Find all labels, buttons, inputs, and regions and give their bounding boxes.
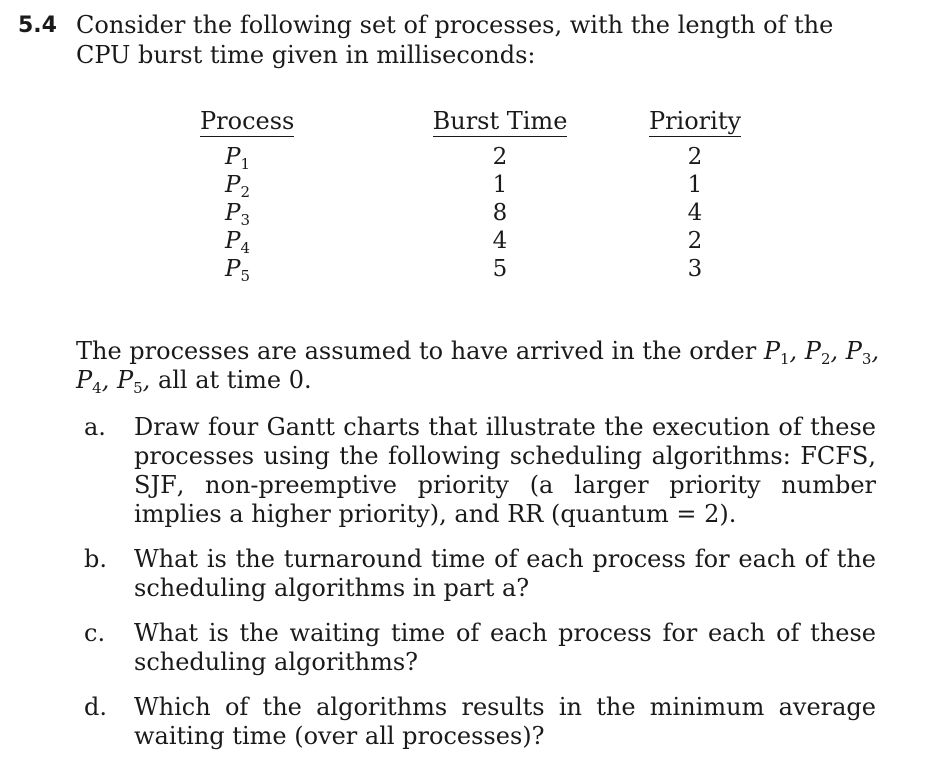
part-text: Draw four Gantt charts that illustrate the execution of these processes using the following scheduling algorithms: FCFS, SJF, non-preemptive priority (a larger priority number implies a higher priority), and RR (quantum = 2). xyxy=(134,413,876,528)
header-process-label: Process xyxy=(200,107,295,135)
priority-cell: 4 xyxy=(687,200,703,226)
part-text: Which of the algorithms results in the minimum average waiting time (over all processes)? xyxy=(134,693,876,750)
part-letter: c. xyxy=(84,619,106,647)
process-cell xyxy=(200,143,400,171)
intro-text-b: burst time given in milliseconds: xyxy=(130,41,536,69)
part-letter: d. xyxy=(84,693,107,721)
burst-cell: 4 xyxy=(492,228,508,254)
problem-number: 5.4 xyxy=(18,13,57,38)
process-cell xyxy=(200,227,400,255)
priority-cell: 1 xyxy=(687,172,703,198)
burst-cell: 5 xyxy=(492,256,508,282)
part-item xyxy=(76,693,896,751)
part-letter: a. xyxy=(84,413,106,441)
process-cell xyxy=(200,171,400,199)
process-subscript: 2 xyxy=(240,183,251,201)
process-name: P xyxy=(225,144,241,170)
problem-header xyxy=(18,10,918,70)
process-cell xyxy=(200,255,400,283)
intro-text-a: Consider the following set of processes, with the length of the xyxy=(76,11,834,39)
table-row xyxy=(200,199,790,227)
process-subscript: 1 xyxy=(240,155,251,173)
table-row xyxy=(200,227,790,255)
part-letter: b. xyxy=(84,545,107,573)
burst-cell: 1 xyxy=(492,172,508,198)
table-row xyxy=(200,255,790,283)
arrival-text-b: all at time 0. xyxy=(157,366,312,394)
arrival-order: $P_1$, $P_2$, $P_3$, $P_4$, $P_5$, xyxy=(76,337,880,397)
intro-cpu: CPU xyxy=(76,41,131,69)
process-name: P xyxy=(225,172,241,198)
priority-cell: 2 xyxy=(687,144,703,170)
problem-block xyxy=(18,10,918,70)
part-text: What is the waiting time of each process for each of these scheduling algorithms? xyxy=(134,619,876,676)
header-priority xyxy=(600,107,790,143)
problem-intro xyxy=(76,10,876,70)
process-subscript: 4 xyxy=(240,239,251,257)
header-burst-time xyxy=(400,107,600,143)
arrival-paragraph xyxy=(76,337,896,395)
burst-cell: 8 xyxy=(492,200,508,226)
process-name: P xyxy=(225,256,241,282)
process-subscript: 3 xyxy=(240,211,251,229)
process-name: P xyxy=(225,200,241,226)
arrival-text-a: The processes are assumed to have arrived in the order xyxy=(76,337,764,365)
priority-cell: 3 xyxy=(687,256,703,282)
table-row xyxy=(200,143,790,171)
process-name: P xyxy=(225,228,241,254)
process-table xyxy=(200,107,790,283)
part-item xyxy=(76,413,896,529)
header-burst-label: Burst Time xyxy=(432,107,568,135)
process-subscript: 5 xyxy=(240,267,251,285)
header-process xyxy=(200,107,400,143)
table-row xyxy=(200,171,790,199)
process-cell xyxy=(200,199,400,227)
question-parts xyxy=(76,413,896,767)
part-item xyxy=(76,545,896,603)
priority-cell: 2 xyxy=(687,228,703,254)
part-item xyxy=(76,619,896,677)
table-header-row xyxy=(200,107,790,143)
burst-cell: 2 xyxy=(492,144,508,170)
header-priority-label: Priority xyxy=(648,107,742,135)
part-text: What is the turnaround time of each process for each of the scheduling algorithms in part a? xyxy=(134,545,876,602)
